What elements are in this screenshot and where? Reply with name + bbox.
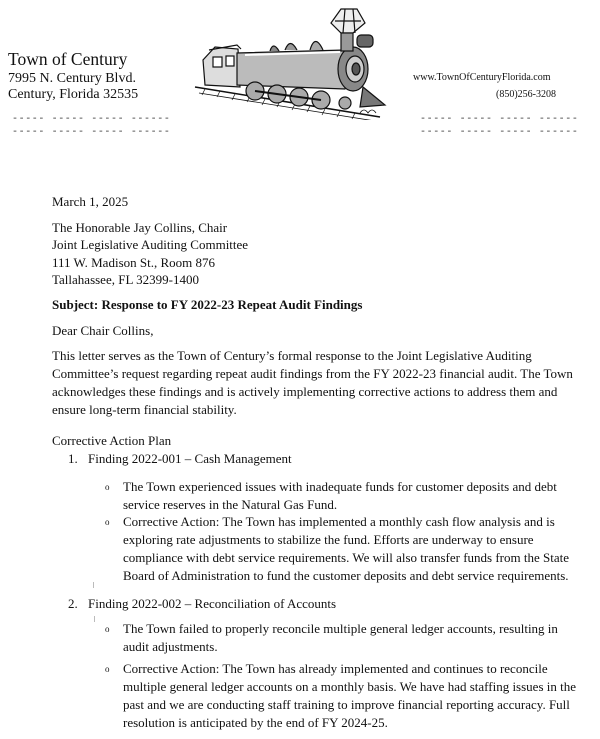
town-name: Town of Century <box>8 49 128 69</box>
dashed-line-right-1: ----- ----- ----- ------ <box>420 114 579 125</box>
address-line-2: Century, Florida 32535 <box>8 87 139 102</box>
finding-title: Finding 2022-001 – Cash Management <box>88 451 292 466</box>
steam-locomotive-icon <box>175 5 400 120</box>
bullet-line: past and we are conducting staff training to improve financial reporting accuracy. Full <box>123 697 570 712</box>
hollow-circle-bullet-icon: o <box>105 517 110 527</box>
intro-line: ensure long-term financial stability. <box>52 402 237 417</box>
recipient-line: Tallahassee, FL 32399-1400 <box>52 272 199 287</box>
corrective-action-heading: Corrective Action Plan <box>52 433 172 448</box>
bullet-line: service reserves in the Natural Gas Fund. <box>123 497 338 512</box>
finding-number: 2. <box>68 596 78 611</box>
salutation: Dear Chair Collins, <box>52 323 154 338</box>
bullet-line: compliance with debt service requirements. We will also transfer funds from the State <box>123 550 569 565</box>
scan-mark <box>93 582 94 588</box>
intro-line: This letter serves as the Town of Century’s formal response to the Joint Legislative Auditing <box>52 348 532 363</box>
bullet-line: Board of Administration to fund the customer deposits and debt service requirements. <box>123 568 569 583</box>
finding-number: 1. <box>68 451 78 466</box>
bullet-line: The Town failed to properly reconcile multiple general ledger accounts, resulting in <box>123 621 558 636</box>
hollow-circle-bullet-icon: o <box>105 482 110 492</box>
finding-title: Finding 2022-002 – Reconciliation of Accounts <box>88 596 337 611</box>
finding-bullet <box>105 660 575 732</box>
intro-line: acknowledges these findings and is actively implementing corrective actions to address them and <box>52 384 558 399</box>
bullet-line: multiple general ledger accounts on a monthly basis. We have had staffing issues in the <box>123 679 577 694</box>
recipient-line: Joint Legislative Auditing Committee <box>52 237 249 252</box>
bullet-line: Corrective Action: The Town has implemented a monthly cash flow analysis and is <box>123 514 555 529</box>
letter-date: March 1, 2025 <box>52 194 129 209</box>
recipient-line: The Honorable Jay Collins, Chair <box>52 220 228 235</box>
intro-line: Committee’s request regarding repeat audit findings from the FY 2022-23 financial audit. The Town <box>52 366 573 381</box>
scan-mark <box>94 616 95 622</box>
finding-bullet <box>105 478 575 514</box>
bullet-line: The Town experienced issues with inadequate funds for customer deposits and debt <box>123 479 557 494</box>
intro-paragraph <box>52 347 573 419</box>
bullet-line: Corrective Action: The Town has already implemented and continues to reconcile <box>123 661 548 676</box>
bullet-line: audit adjustments. <box>123 639 218 654</box>
hollow-circle-bullet-icon: o <box>105 624 110 634</box>
finding-heading <box>68 450 292 468</box>
dashed-line-left-1: ----- ----- ----- ------ <box>12 114 171 125</box>
finding-bullet <box>105 513 575 585</box>
bullet-line: resolution is anticipated by the end of FY 2024-25. <box>123 715 388 730</box>
address-line-1: 7995 N. Century Blvd. <box>8 71 136 86</box>
website-link[interactable]: www.TownOfCenturyFlorida.com <box>413 72 551 83</box>
hollow-circle-bullet-icon: o <box>105 664 110 674</box>
phone-number: (850)256-3208 <box>496 89 556 100</box>
recipient-line: 111 W. Madison St., Room 876 <box>52 255 216 270</box>
finding-bullet <box>105 620 575 656</box>
subject-line: Subject: Response to FY 2022-23 Repeat Audit Findings <box>52 297 363 312</box>
dashed-line-right-2: ----- ----- ----- ------ <box>420 127 579 138</box>
bullet-line: exploring rate adjustments to stabilize the fund. Efforts are underway to ensure <box>123 532 534 547</box>
finding-heading <box>68 595 336 613</box>
dashed-line-left-2: ----- ----- ----- ------ <box>12 127 171 138</box>
